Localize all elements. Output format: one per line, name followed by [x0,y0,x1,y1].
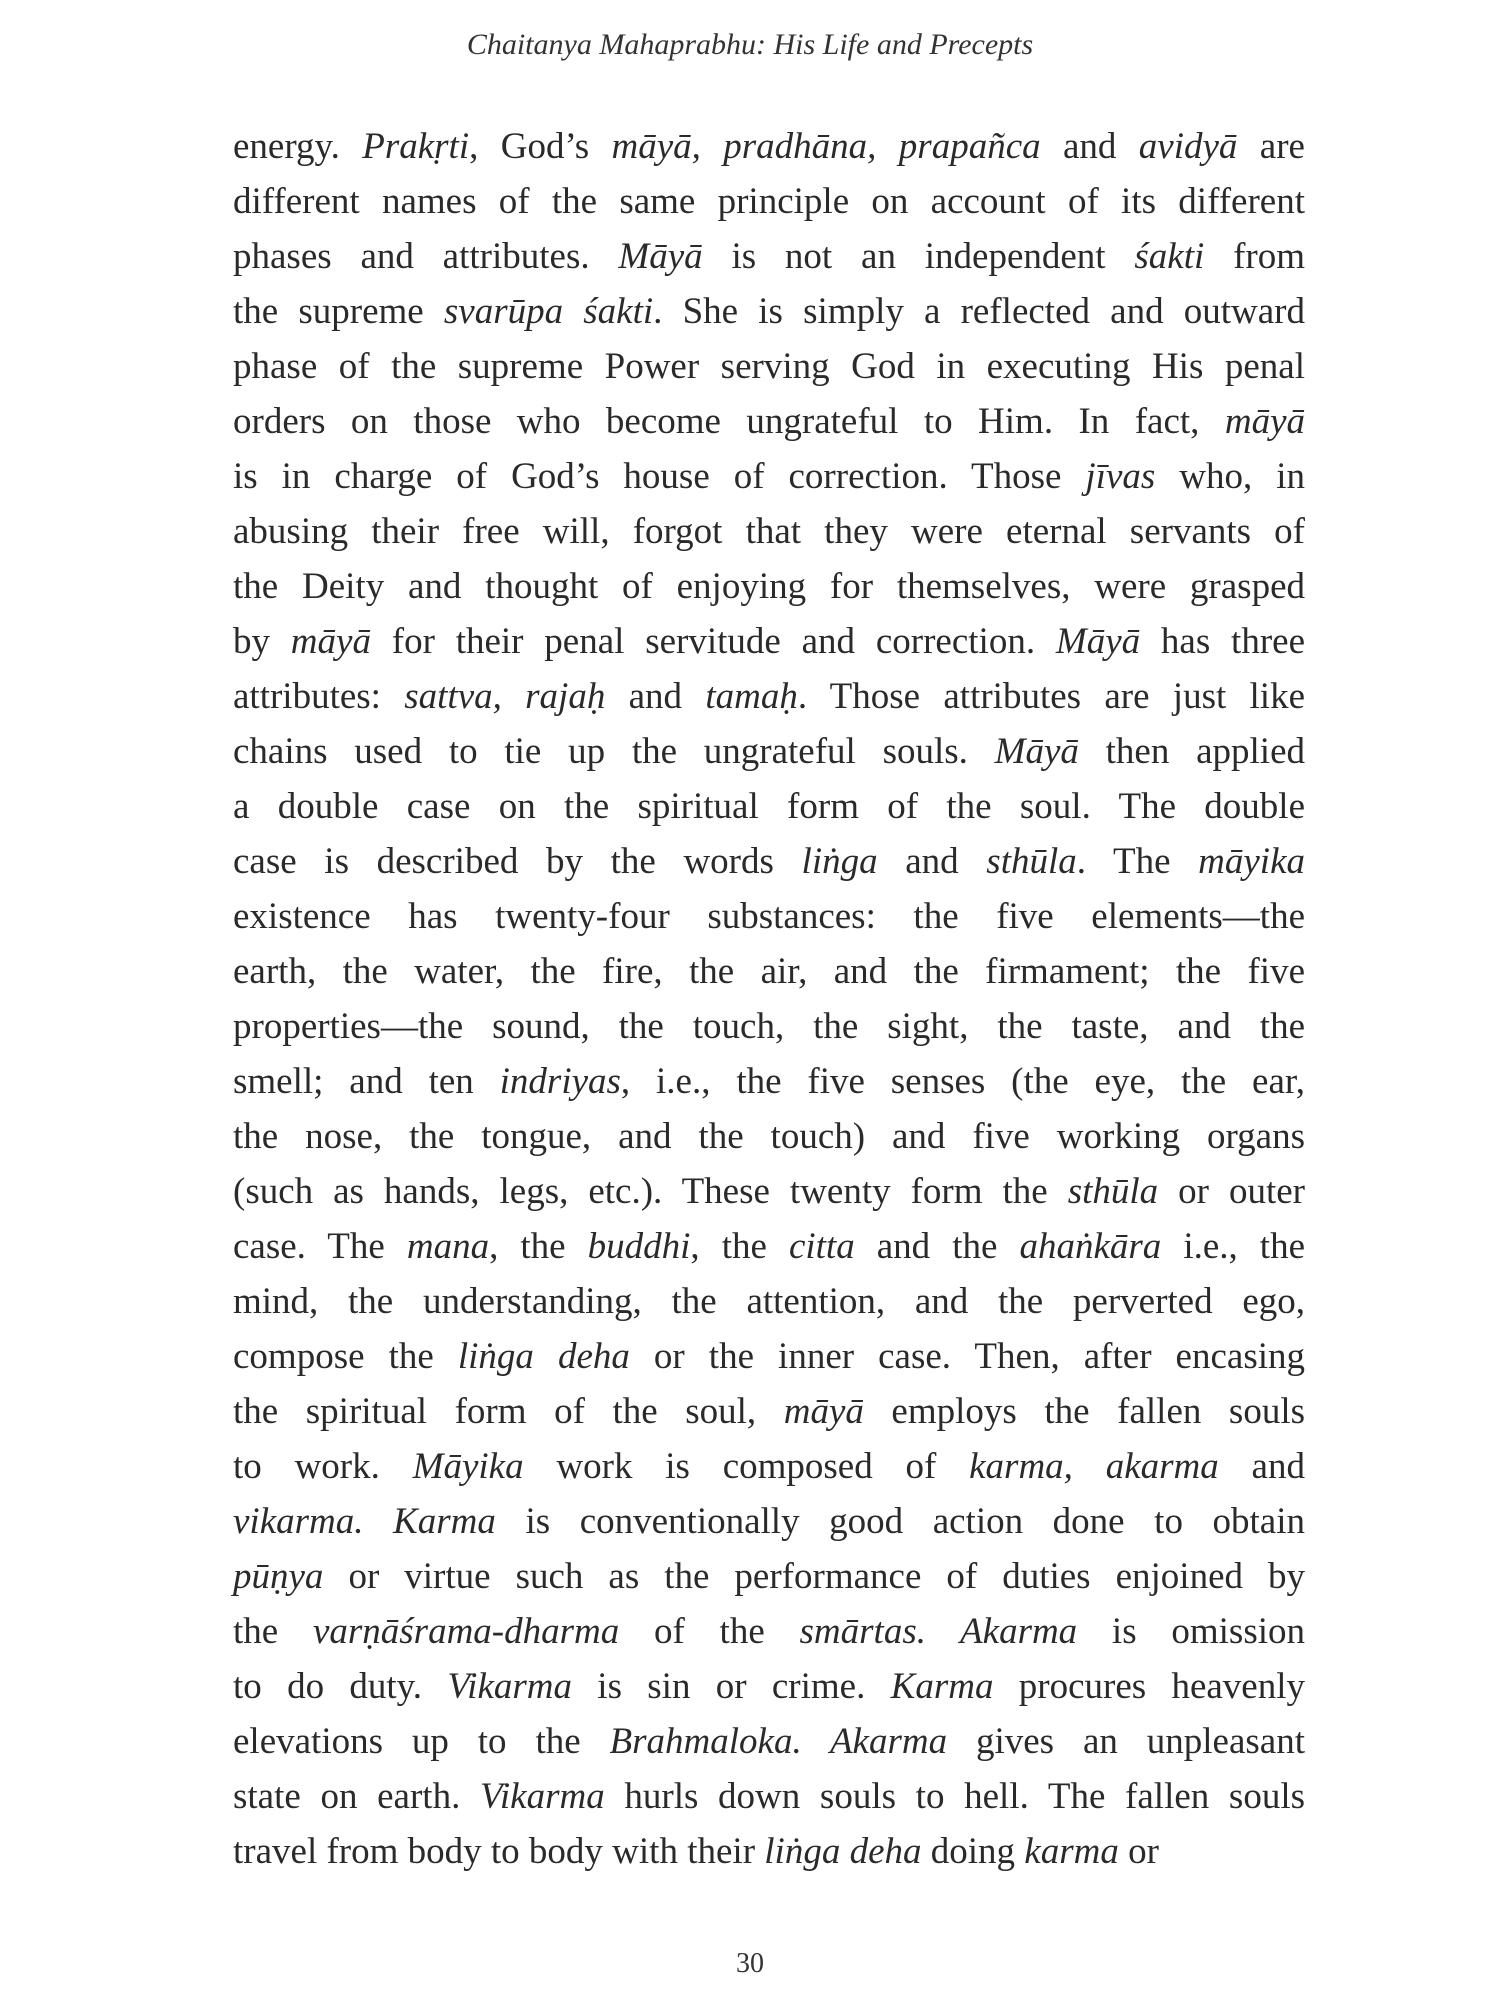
italic-term: ahaṅkāra [1019,1226,1162,1267]
text-line [233,999,1305,1054]
text-run: and [1218,1446,1305,1487]
italic-term: Māyā [994,731,1079,772]
italic-term: sthūla [986,841,1077,882]
italic-term: Prakṛti [362,126,470,167]
text-line [233,1274,1305,1329]
text-run: i.e., the [1161,1226,1306,1267]
italic-term: Vikarma [447,1666,572,1707]
italic-term: mana [406,1226,490,1267]
italic-term: svarūpa śakti [443,291,654,332]
italic-term: Vikarma [480,1776,605,1817]
text-run: compose the [233,1336,458,1377]
text-line [233,119,1305,174]
italic-term: karma, akarma [969,1446,1219,1487]
text-run: hurls down souls to hell. The fallen souls [604,1776,1306,1817]
text-run: (such as hands, legs, etc.). These twenty form the [233,1171,1068,1212]
text-run: phase of the supreme Power serving God in executing His penal [233,346,1305,387]
text-line [233,1054,1305,1109]
text-run: for their penal servitude and correction. [370,621,1056,662]
text-run: smell; and ten [233,1061,500,1102]
text-line [233,1109,1305,1164]
text-line [233,1659,1305,1714]
italic-term: avidyā [1138,126,1238,167]
text-run: case. The [233,1226,407,1267]
text-run: and [877,841,987,882]
text-line [233,944,1305,999]
text-run: chains used to tie up the ungrateful souls. [233,731,995,772]
text-run: or outer [1158,1171,1305,1212]
text-run: work is composed of [523,1446,970,1487]
italic-term: liṅga deha [457,1336,630,1377]
italic-term: liṅga [801,841,878,882]
text-run: is conventionally good action done to obtain [495,1501,1306,1542]
text-run: different names of the same principle on account of its different [233,181,1305,222]
text-run: state on earth. [233,1776,481,1817]
page-number: 30 [736,1948,764,1979]
italic-term: pūṇya [233,1556,324,1597]
text-line [233,394,1305,449]
text-line [233,724,1305,779]
text-run: energy. [233,126,363,167]
italic-term: tamaḥ [705,676,798,717]
text-run: is omission [1077,1611,1305,1652]
text-run: and [605,676,706,717]
text-run: of the [619,1611,800,1652]
text-line [233,834,1305,889]
text-run: travel from body to body with their [233,1831,765,1872]
text-line [233,1384,1305,1439]
text-line [233,1769,1305,1824]
text-run: elevations up to the [233,1721,610,1762]
italic-term: jīvas [1085,456,1156,497]
text-line [233,889,1305,944]
italic-term: śakti [1134,236,1205,277]
text-run: and [1040,126,1139,167]
text-run: is not an independent [702,236,1135,277]
text-run: or the inner case. Then, after encasing [629,1336,1306,1377]
text-line [233,614,1305,669]
text-run: is sin or crime. [572,1666,891,1707]
italic-term: liṅga deha [764,1831,922,1872]
body-paragraph [233,119,1305,1879]
italic-term: Karma [890,1666,994,1707]
text-run: case is described by the words [233,841,802,882]
text-run: earth, the water, the fire, the air, and the firmament; the five [233,951,1305,992]
text-line [233,1604,1305,1659]
text-run: orders on those who become ungrateful to Him. In fact, [233,401,1225,442]
text-run: , i.e., the five senses (the eye, the ear, [620,1061,1305,1102]
text-run: , God’s [469,126,612,167]
text-line [233,1714,1305,1769]
text-line [233,559,1305,614]
text-run: , the [489,1226,588,1267]
text-run: doing [921,1831,1025,1872]
running-header: Chaitanya Mahaprabhu: His Life and Precepts [466,28,1034,61]
text-line [233,1494,1305,1549]
italic-term: karma [1024,1831,1119,1872]
text-line [233,504,1305,559]
text-run: the Deity and thought of enjoying for themselves, were grasped [233,566,1305,607]
italic-term: māyā [290,621,371,662]
text-run: the [233,1611,313,1652]
text-run: attributes: [233,676,405,717]
italic-term: Māyika [412,1446,524,1487]
text-run: from [1204,236,1305,277]
text-line [233,1219,1305,1274]
text-line [233,339,1305,394]
text-run: . The [1076,841,1199,882]
text-run: . Those attributes are just like [797,676,1306,717]
italic-term: māyika [1198,841,1305,882]
italic-term: Brahmaloka. Akarma [609,1721,948,1762]
text-line [233,1824,1305,1879]
italic-term: māyā [783,1391,864,1432]
italic-term: māyā, pradhāna, prapañca [611,126,1041,167]
text-run: procures heavenly [993,1666,1305,1707]
text-line [233,229,1305,284]
text-run: phases and attributes. [233,236,619,277]
italic-term: smārtas. Akarma [799,1611,1078,1652]
text-run: to work. [233,1446,413,1487]
italic-term: sthūla [1067,1171,1159,1212]
text-run: , the [690,1226,789,1267]
text-run: to do duty. [233,1666,448,1707]
text-run: or virtue such as the performance of duties enjoined by [323,1556,1305,1597]
text-run: are [1237,126,1305,167]
text-line [233,1549,1305,1604]
italic-term: indriyas [499,1061,621,1102]
text-run: or [1118,1831,1159,1872]
text-run: gives an unpleasant [947,1721,1306,1762]
italic-term: buddhi [587,1226,691,1267]
text-line [233,284,1305,339]
text-run: existence has twenty-four substances: the five elements—the [233,896,1305,937]
text-run: a double case on the spiritual form of the soul. The double [233,786,1305,827]
italic-term: citta [788,1226,855,1267]
text-run: who, in [1155,456,1305,497]
text-line [233,1329,1305,1384]
text-line [233,449,1305,504]
italic-term: sattva, rajaḥ [404,676,606,717]
text-run: by [233,621,291,662]
text-run: the spiritual form of the soul, [233,1391,784,1432]
text-line [233,1439,1305,1494]
text-run: and the [854,1226,1020,1267]
text-run: is in charge of God’s house of correction. Those [233,456,1086,497]
text-line [233,1164,1305,1219]
text-run: has three [1140,621,1305,662]
text-run: employs the fallen souls [863,1391,1306,1432]
text-run: properties—the sound, the touch, the sight, the taste, and the [233,1006,1305,1047]
italic-term: vikarma. Karma [233,1501,496,1542]
italic-term: Māyā [618,236,703,277]
italic-term: varṇāśrama-dharma [312,1611,620,1652]
italic-term: māyā [1224,401,1305,442]
text-run: the nose, the tongue, and the touch) and five working organs [233,1116,1305,1157]
text-line [233,669,1305,724]
text-run: . She is simply a reflected and outward [653,291,1306,332]
text-line [233,174,1305,229]
text-run: then applied [1078,731,1306,772]
text-run: the supreme [233,291,444,332]
text-run: mind, the understanding, the attention, and the perverted ego, [233,1281,1305,1322]
text-run: abusing their free will, forgot that they were eternal servants of [233,511,1305,552]
text-line [233,779,1305,834]
italic-term: Māyā [1055,621,1141,662]
